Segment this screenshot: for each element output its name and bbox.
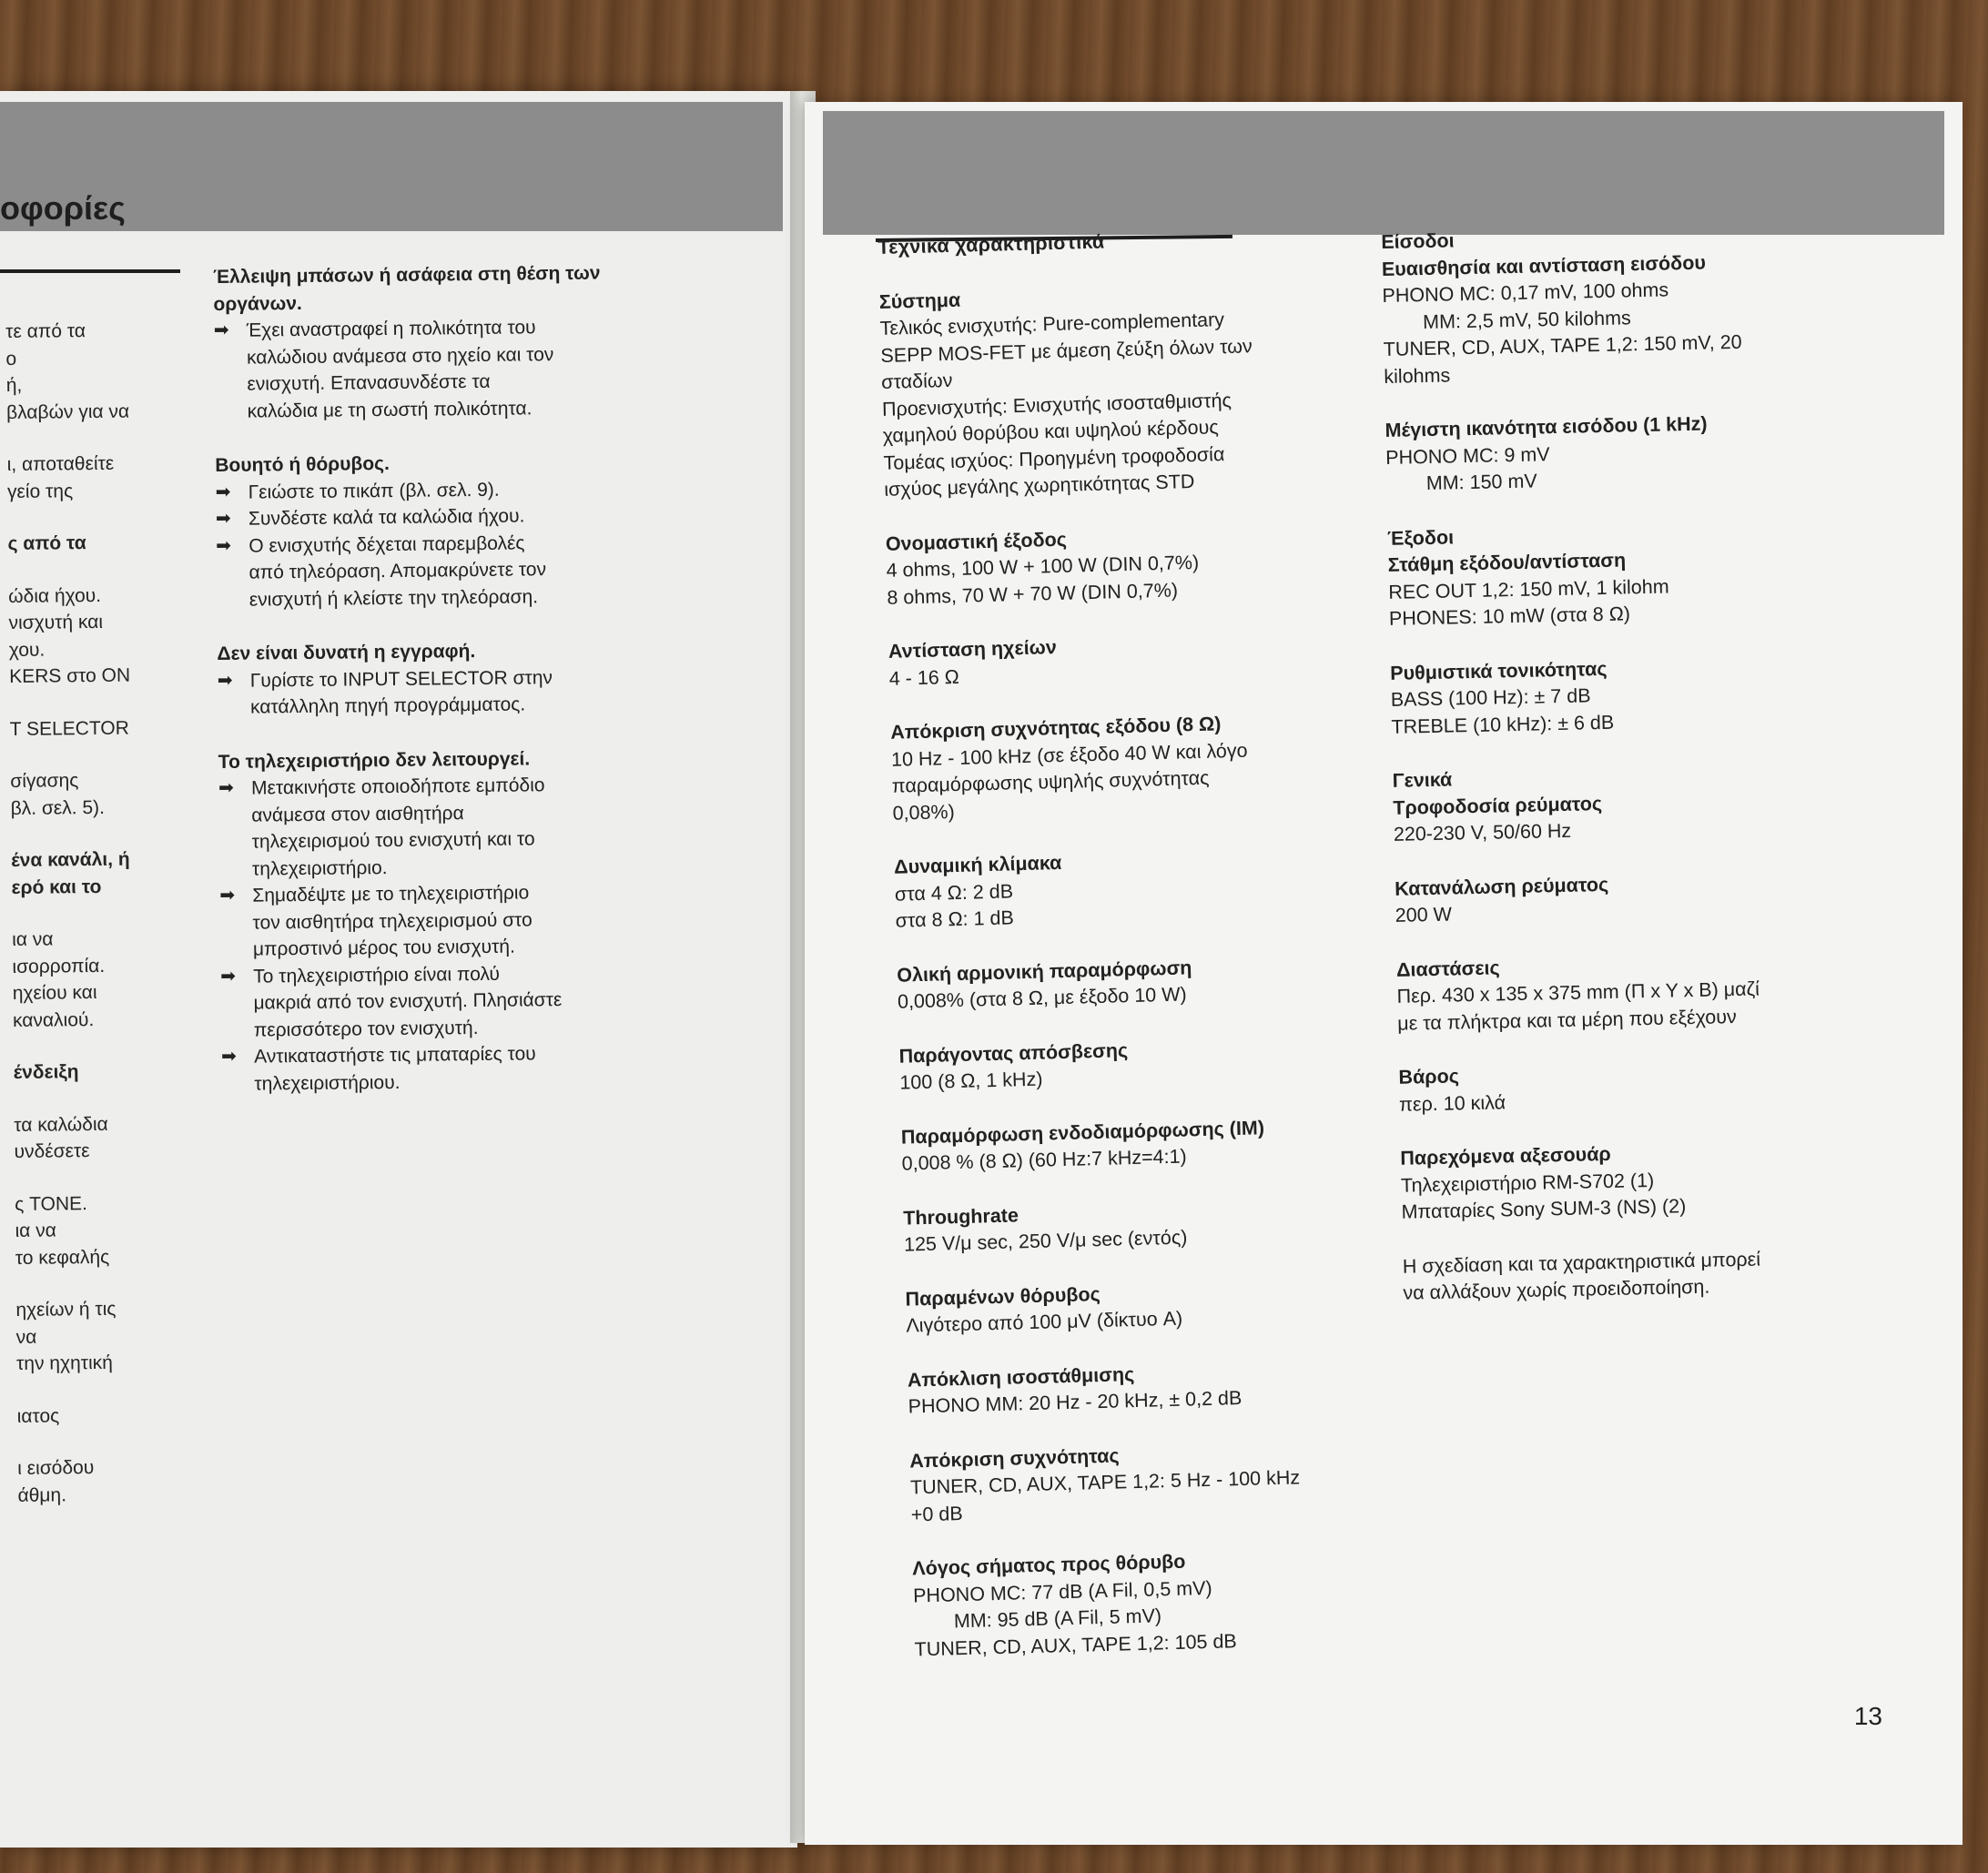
spec-value: Προενισχυτής: Ενισχυτής ισοσταθμιστής: [881, 389, 1232, 420]
spec-heading: Ολική αρμονική παραμόρφωση: [896, 956, 1192, 987]
solution-item: [218, 663, 605, 721]
solution-item: [215, 475, 603, 506]
spec-value: Η σχεδίαση και τα χαρακτηριστικά μπορεί: [1402, 1248, 1761, 1278]
spec-value: παραμόρφωσης υψηλής συχνότητας: [891, 766, 1210, 797]
cropped-text-line: γείο της: [6, 480, 74, 502]
cropped-text-line: το κεφαλής: [15, 1246, 110, 1269]
arrow-right-icon: ➡: [220, 966, 237, 987]
spec-value: MM: 2,5 mV, 50 kilohms: [1422, 306, 1631, 333]
solution-line: ενισχυτή ή κλείστε την τηλεόραση.: [248, 585, 539, 611]
header-band-right: [823, 111, 1944, 235]
cropped-text-line: ηχείων ή τις: [15, 1298, 117, 1321]
cropped-text-line: βλαβών για να: [5, 400, 130, 423]
spec-value: Τηλεχειριστήριο RM-S702 (1): [1400, 1169, 1655, 1197]
cropped-text-line: ιατος: [16, 1404, 60, 1427]
spec-value: TUNER, CD, AUX, TAPE 1,2: 105 dB: [914, 1629, 1237, 1660]
solution-line: Σημαδέψτε με το τηλεχειριστήριο: [252, 882, 530, 906]
spec-heading: Παρεχόμενα αξεσουάρ: [1400, 1142, 1611, 1169]
solution-text: [252, 879, 532, 963]
solution-line: Έχει αναστραφεί η πολικότητα του: [246, 317, 536, 341]
problem-heading: Το τηλεχειριστήριο δεν λειτουργεί.: [218, 747, 531, 773]
solution-line: τηλεχειρισμού του ενισχυτή και το: [251, 828, 535, 853]
spec-value: 100 (8 Ω, 1 kHz): [899, 1068, 1043, 1094]
cropped-text-line: KERS στο ON: [9, 664, 131, 687]
problem-heading: Βουητό ή θόρυβος.: [215, 452, 390, 476]
spacer: [11, 821, 134, 847]
arrow-right-icon: ➡: [219, 885, 236, 906]
spec-heading: Ονομαστική έξοδος: [885, 528, 1068, 555]
arrow-right-icon: ➡: [213, 319, 229, 340]
cropped-text-line: σίγασης: [10, 770, 79, 792]
spec-section: [903, 1195, 1294, 1259]
spec-section: [1403, 1246, 1766, 1307]
spacer: [7, 504, 130, 531]
right-page: [805, 102, 1963, 1845]
spec-heading: Στάθμη εξόδου/αντίσταση: [1387, 549, 1627, 576]
spec-value: PHONES: 10 mW (στα 8 Ω): [1388, 602, 1631, 630]
page-title: Τεχνικά χαρακτηριστικά: [877, 230, 1105, 258]
cropped-text-line: ένδειξη: [13, 1061, 79, 1083]
spec-section: [1400, 1138, 1764, 1226]
spec-heading: Απόκριση συχνότητας: [908, 1444, 1120, 1473]
solution-line: Αντικαταστήστε τις μπαταρίες του: [254, 1043, 536, 1068]
cropped-text-line: ισορροπία.: [12, 955, 106, 977]
spec-value: Λιγότερο από 100 μV (δίκτυο A): [906, 1307, 1183, 1337]
spacer: [14, 1085, 137, 1111]
solution-line: από τηλεόραση. Απομακρύνετε τον: [248, 559, 547, 583]
solution-line: ανάμεσα στον αισθητήρα: [251, 802, 464, 826]
spec-value: 10 Hz - 100 kHz (σε έξοδο 40 W και λόγο: [890, 739, 1248, 771]
cropped-text-line: ή,: [5, 374, 23, 396]
problem-heading: Έλλειψη μπάσων ή ασάφεια στη θέση των: [213, 262, 601, 288]
spec-section: [898, 1033, 1290, 1097]
spec-section: [909, 1438, 1301, 1529]
spec-value: PHONO MC: 77 dB (A Fil, 0,5 mV): [912, 1576, 1212, 1606]
solution-item: [216, 502, 604, 533]
spacer: [6, 425, 129, 451]
spec-section: [886, 521, 1277, 612]
spec-heading: Απόκλιση ισοστάθμισης: [907, 1362, 1135, 1392]
spec-value: MM: 150 mV: [1425, 470, 1537, 495]
cropped-text-line: υνδέσετε: [14, 1140, 90, 1162]
spec-heading: Δυναμική κλίμακα: [893, 851, 1062, 878]
cropped-text-line: ι, αποταθείτε: [6, 452, 115, 475]
spec-value: 200 W: [1395, 903, 1453, 926]
solution-line: κατάλληλη πηγή προγράμματος.: [249, 694, 526, 718]
spec-value: kilohms: [1384, 363, 1451, 388]
section-rule-left: [0, 269, 180, 273]
solution-line: Ο ενισχυτής δέχεται παρεμβολές: [248, 532, 525, 557]
spec-value: PHONO MM: 20 Hz - 20 kHz, ± 0,2 dB: [908, 1386, 1242, 1418]
solution-line: Το τηλεχειριστήριο είναι πολύ: [253, 963, 501, 987]
arrow-right-icon: ➡: [218, 777, 234, 798]
spec-section: [897, 952, 1288, 1016]
spec-value: PHONO MC: 0,17 mV, 100 ohms: [1382, 278, 1669, 307]
spec-value: SEPP MOS-FET με άμεση ζεύξη όλων των: [880, 334, 1253, 367]
solution-item: [219, 879, 607, 964]
solution-text: [254, 1040, 536, 1097]
spec-heading: Λόγος σήματος προς θόρυβο: [912, 1550, 1186, 1580]
solution-text: [247, 314, 554, 425]
spacer: [15, 1271, 138, 1297]
spec-value: Τομέας ισχύος: Προηγμένη τροφοδοσία: [883, 442, 1225, 474]
problem-heading: οργάνων.: [213, 292, 302, 315]
spec-heading: Διαστάσεις: [1395, 956, 1500, 981]
spec-section: [890, 710, 1283, 827]
spec-group-heading: Γενικά: [1392, 768, 1453, 792]
spacer: [15, 1164, 137, 1190]
spec-value: περ. 10 κιλά: [1398, 1090, 1506, 1116]
solution-line: μακριά από τον ενισχυτή. Πλησιάστε: [253, 989, 563, 1014]
spec-value: 220-230 V, 50/60 Hz: [1393, 819, 1572, 845]
arrow-right-icon: ➡: [215, 508, 231, 529]
cropped-text-line: ια να: [12, 928, 54, 950]
solution-line: Γυρίστε το INPUT SELECTOR στην: [249, 666, 553, 692]
spec-section: [1393, 787, 1756, 848]
spec-section: [905, 1276, 1296, 1340]
cropped-text-line: ηχείου και: [12, 981, 97, 1004]
cropped-text-line: T SELECTOR: [9, 717, 129, 740]
spec-value: TUNER, CD, AUX, TAPE 1,2: 150 mV, 20: [1383, 330, 1742, 360]
cropped-text-line: ς TONE.: [15, 1192, 88, 1215]
solution-line: Μετακινήστε οποιοδήποτε εμπόδιο: [250, 775, 545, 799]
problem-heading: Δεν είναι δυνατή η εγγραφή.: [217, 641, 476, 664]
spec-value: 0,008% (στα 8 Ω, με έξοδο 10 W): [897, 983, 1187, 1013]
spec-section: [1384, 410, 1749, 499]
spacer: [9, 689, 132, 715]
spec-value: +0 dB: [910, 1502, 963, 1526]
solution-item: [218, 772, 607, 883]
arrow-right-icon: ➡: [221, 1046, 238, 1067]
spec-value: 8 ohms, 70 W + 70 W (DIN 0,7%): [887, 579, 1179, 609]
cropped-text-line: ς από τα: [7, 532, 86, 554]
solution-text: [248, 530, 546, 613]
specifications-column-a: [877, 225, 1304, 1664]
spec-value: να αλλάξουν χωρίς προειδοποίηση.: [1403, 1275, 1710, 1304]
solution-item: [214, 314, 603, 425]
spec-value: PHONO MC: 9 mV: [1384, 442, 1550, 469]
page-number: 13: [1853, 1702, 1882, 1730]
spec-section: [894, 845, 1285, 936]
spec-value: ισχύος μεγάλης χωρητικότητας STD: [884, 470, 1195, 501]
spec-heading: Μέγιστη ικανότητα εισόδου (1 kHz): [1384, 412, 1708, 441]
cropped-text-line: τα καλώδια: [14, 1113, 108, 1136]
cropped-text-line: ια να: [15, 1220, 56, 1241]
solution-text: [253, 960, 563, 1044]
cropped-text-line: νισχυτή και: [8, 611, 104, 633]
solution-line: τηλεχειριστήριο.: [251, 856, 388, 880]
spec-section: [1382, 248, 1747, 390]
solution-line: Συνδέστε καλά τα καλώδια ήχου.: [248, 505, 525, 530]
solution-line: τον αισθητήρα τηλεχειρισμού στο: [252, 908, 532, 934]
spec-group-heading: Είσοδοι: [1381, 229, 1455, 253]
troubleshooting-item: [217, 637, 604, 722]
spec-value: Περ. 430 x 135 x 375 mm (Π x Y x B) μαζί: [1396, 977, 1760, 1007]
spec-heading: Παραμένων θόρυβος: [905, 1282, 1101, 1311]
spec-value: στα 8 Ω: 1 dB: [895, 906, 1015, 932]
cropped-text-line: τε από τα: [5, 320, 86, 342]
arrow-right-icon: ➡: [215, 481, 231, 502]
troubleshooting-item: [218, 744, 609, 1098]
arrow-right-icon: ➡: [216, 535, 232, 556]
spec-section: [1395, 868, 1758, 929]
cropped-text-line: χου.: [8, 639, 46, 661]
solution-line: καλώδιου ανάμεσα στο ηχείο και τον: [246, 343, 554, 369]
spacer: [17, 1429, 140, 1455]
troubleshooting-column: [213, 260, 609, 1098]
solution-text: [251, 772, 546, 882]
spec-value: 4 ohms, 100 W + 100 W (DIN 0,7%): [886, 551, 1200, 582]
cropped-text-line: ερό και το: [11, 876, 102, 898]
header-band-left: [0, 102, 783, 231]
spec-value: MM: 95 dB (A Fil, 5 mV): [953, 1605, 1162, 1633]
spec-section: [1387, 545, 1751, 633]
cropped-text-line: άθμη.: [17, 1483, 67, 1506]
solution-line: ενισχυτή. Επανασυνδέστε τα: [247, 370, 491, 395]
spacer: [8, 556, 131, 582]
cropped-text-line: να: [15, 1326, 37, 1348]
troubleshooting-item: [213, 260, 602, 425]
spec-section: [901, 1114, 1293, 1178]
spec-value: Μπαταρίες Sony SUM-3 (NS) (2): [1401, 1195, 1687, 1223]
spec-value: Τελικός ενισχυτής: Pure-complementary: [879, 309, 1225, 339]
spec-value: χαμηλού θορύβου και υψηλού κέρδους: [882, 416, 1219, 447]
spec-heading: Παραμόρφωση ενδοδιαμόρφωσης (IM): [900, 1116, 1265, 1149]
spec-value: REC OUT 1,2: 150 mV, 1 kilohm: [1388, 574, 1669, 603]
solution-line: περισσότερο τον ενισχυτή.: [253, 1017, 479, 1041]
cropped-text-line: ι εισόδου: [17, 1457, 95, 1479]
spec-heading: Κατανάλωση ρεύματος: [1394, 873, 1609, 900]
spec-value: BASS (100 Hz): ± 7 dB: [1390, 684, 1591, 711]
solution-line: καλώδια με τη σωστή πολικότητα.: [247, 397, 532, 422]
spec-heading: Αντίσταση ηχείων: [888, 636, 1058, 663]
spacer: [16, 1376, 139, 1402]
spec-section: [888, 629, 1280, 693]
cropped-text-line: ένα κανάλι, ή: [11, 848, 130, 871]
spacer: [12, 900, 135, 926]
spec-value: 0,008 % (8 Ω) (60 Hz:7 kHz=4:1): [901, 1145, 1187, 1175]
cropped-text-line: την ηχητική: [15, 1352, 113, 1374]
cropped-text-line: ο: [5, 348, 17, 370]
left-column-cropped-text: [5, 318, 141, 1509]
spec-value: TUNER, CD, AUX, TAPE 1,2: 5 Hz - 100 kHz: [909, 1466, 1301, 1499]
spacer: [13, 1033, 136, 1059]
spec-heading: Ευαισθησία και αντίσταση εισόδου: [1381, 251, 1707, 280]
left-page: [0, 91, 797, 1848]
spec-section: [908, 1357, 1299, 1421]
spec-heading: Απόκριση συχνότητας εξόδου (8 Ω): [890, 713, 1222, 744]
solution-text: [248, 502, 525, 532]
spec-heading: Βάρος: [1398, 1065, 1460, 1088]
spacer: [10, 742, 133, 768]
spec-section: [912, 1545, 1304, 1663]
spec-heading: Throughrate: [902, 1203, 1019, 1230]
spec-value: με τα πλήκτρα και τα μέρη που εξέχουν: [1397, 1005, 1737, 1035]
solution-text: [248, 476, 499, 505]
solution-line: μπροστινό μέρος του ενισχυτή.: [252, 936, 515, 960]
spec-section: [879, 278, 1274, 503]
troubleshooting-item: [215, 449, 604, 613]
spec-value: 4 - 16 Ω: [888, 665, 960, 690]
spec-group-heading: Έξοδοι: [1386, 525, 1455, 550]
spec-section: [1396, 949, 1760, 1038]
spec-section: [1398, 1057, 1761, 1118]
spec-value: 125 V/μ sec, 250 V/μ sec (εντός): [903, 1226, 1188, 1256]
solution-text: [250, 664, 553, 721]
specifications-column-b: [1381, 222, 1766, 1308]
cropped-text-line: βλ. σελ. 5).: [10, 796, 105, 819]
spec-value: στα 4 Ω: 2 dB: [894, 879, 1014, 906]
spec-section: [1390, 653, 1754, 741]
spec-group-heading: Σύστημα: [878, 289, 961, 313]
solution-item: [221, 1039, 609, 1097]
spec-heading: Τροφοδοσία ρεύματος: [1393, 792, 1603, 819]
left-header-title: οφορίες: [0, 189, 126, 227]
solution-item: [216, 529, 604, 613]
solution-line: τηλεχειριστήριου.: [254, 1071, 401, 1095]
solution-item: [220, 959, 608, 1044]
spec-value: σταδίων: [880, 369, 953, 393]
solution-line: Γειώστε το πικάπ (βλ. σελ. 9).: [248, 479, 500, 503]
spec-heading: Ρυθμιστικά τονικότητας: [1389, 657, 1608, 684]
cropped-text-line: καναλιού.: [12, 1008, 95, 1031]
spec-value: 0,08%): [892, 800, 956, 825]
arrow-right-icon: ➡: [217, 670, 233, 691]
spec-value: TREBLE (10 kHz): ± 6 dB: [1391, 711, 1615, 738]
cropped-text-line: ώδια ήχου.: [8, 584, 102, 607]
spec-heading: Παράγοντας απόσβεσης: [898, 1038, 1129, 1068]
